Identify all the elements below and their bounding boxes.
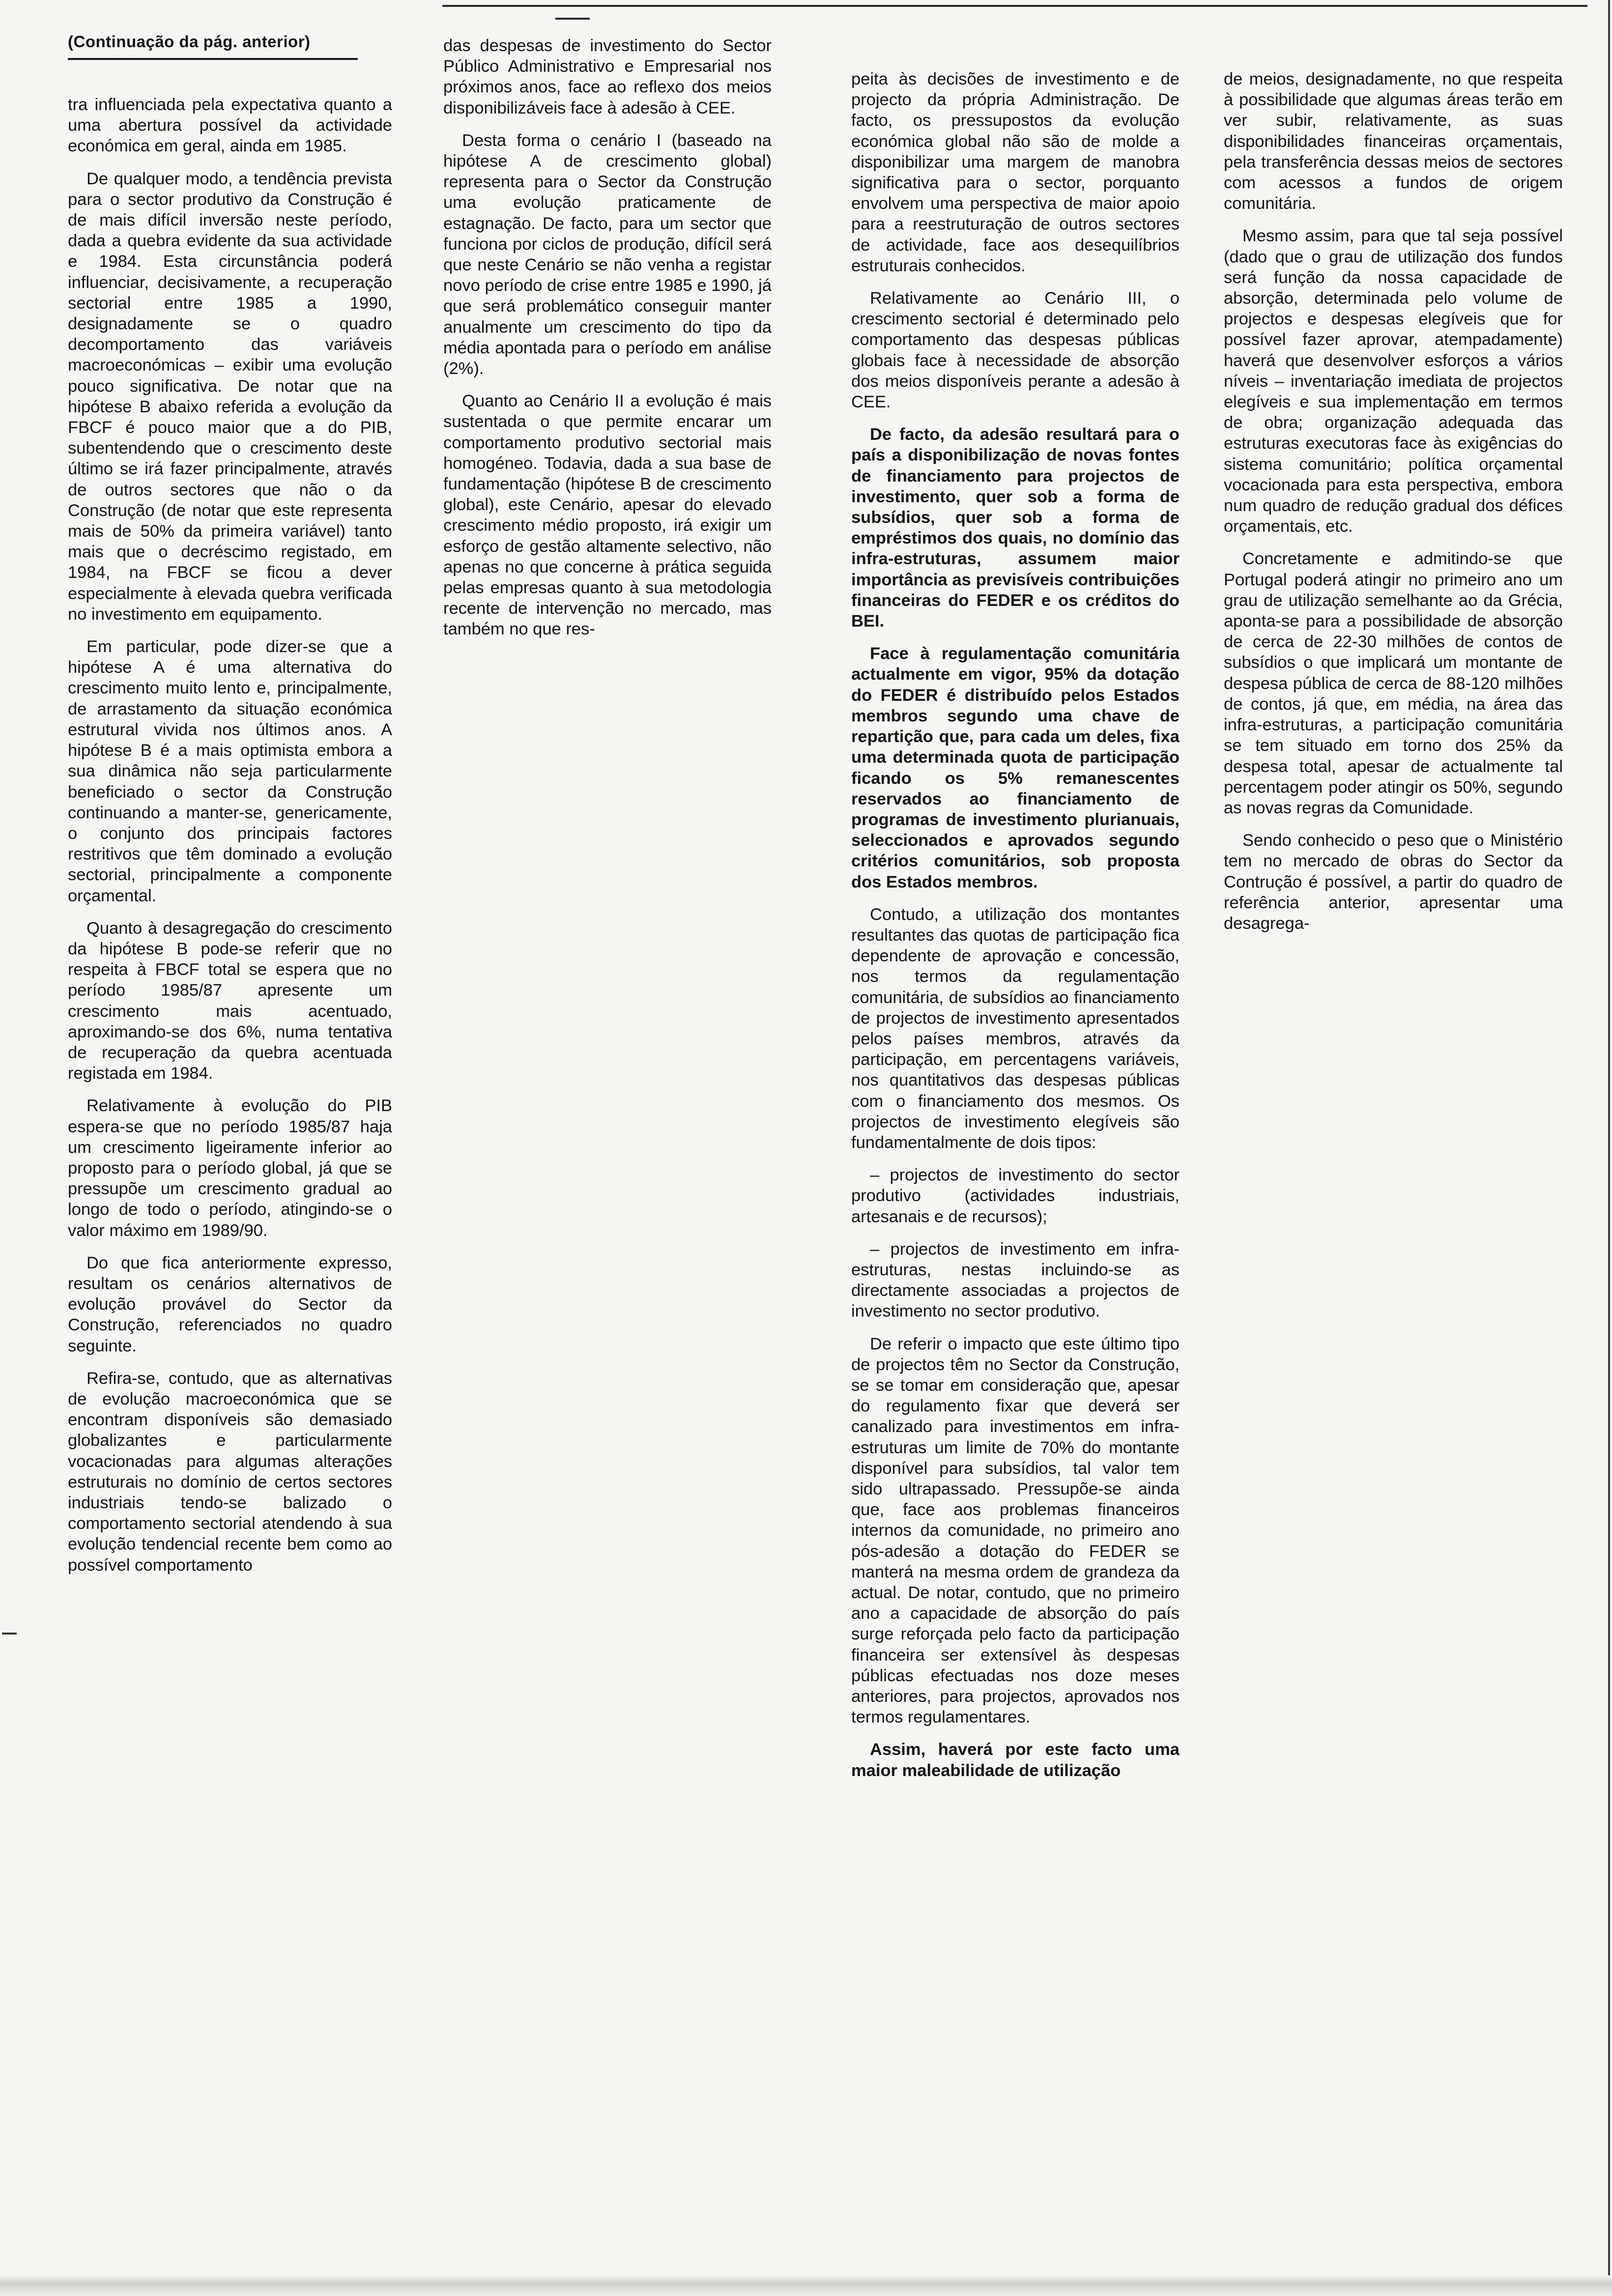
scan-bottom-edge (0, 2275, 1612, 2296)
top-tick-mark (555, 18, 590, 20)
paragraph: Concretamente e admitindo-se que Portugal poderá atingir no primeiro ano um grau de utilização semelhante ao da Grécia, aponta-se para a possibilidade de absorção de cerca de 22-30 milhões de contos de subsídios o que implicará um montante de despesa pública de cerca de 88-120 milhões de contos, já que, em média, na área das infra-estruturas, a participação comunitária se tem situado em torno dos 25% da despesa total, apesar de actualmente tal percentagem poder atingir os 50%, segundo as novas regras da Comunidade. (1224, 549, 1563, 817)
paragraph: tra influenciada pela expectativa quanto a uma abertura possível da actividade económica em geral, ainda em 1985. (68, 95, 392, 156)
paragraph: Sendo conhecido o peso que o Ministério tem no mercado de obras do Sector da Contrução é possível, a partir do quadro de referência anterior, apresentar uma desagrega- (1224, 831, 1563, 933)
paragraph: Mesmo assim, para que tal seja possível (dado que o grau de utilização dos fundos será função da nossa capacidade de absorção, determinada pelo volume de projectos e despesas elegíveis que for possível fazer aprovar, atempadamente) haverá que desenvolver esforços a vários níveis – inventariação imediata de projectos elegíveis e sua implementação em termos de obra; organização adequada das estruturas executoras face às exigências do sistema comunitário; política orçamental vocacionada para esta perspectiva, embora num quadro de redução gradual dos défices orçamentais, etc. (1224, 227, 1563, 536)
paragraph: Face à regulamentação comunitária actualmente em vigor, 95% da dotação do FEDER é distribuído pelos Estados membros segundo uma chave de repartição que, para cada um deles, fixa uma determinada quota de participação ficando os 5% remanescentes reservados ao financiamento de programas de investimento plurianuais, seleccionados e aprovados segundo critérios comunitários, sob proposta dos Estados membros. (851, 644, 1180, 891)
article-column-1 (68, 94, 392, 1587)
article-column-2 (443, 35, 772, 652)
paragraph: Assim, haverá por este facto uma maior maleabilidade de utilização (851, 1740, 1180, 1780)
left-margin-mark (2, 1633, 17, 1635)
article-column-4 (1224, 69, 1563, 946)
list-item: – projectos de investimento em infra-estruturas, nestas incluindo-se as directamente associadas a projectos de investimento no sector produtivo. (851, 1239, 1180, 1321)
article-column-3 (851, 69, 1180, 1793)
list-item: – projectos de investimento do sector produtivo (actividades industriais, artesanais e de recursos); (851, 1166, 1180, 1226)
paragraph: Refira-se, contudo, que as alternativas de evolução macroeconómica que se encontram disponíveis são demasiado globalizantes e particularmente vocacionadas para algumas alterações estruturais no domínio de certos sectores industriais tendo-se balizado o comportamento sectorial atendendo à sua evolução tendencial recente bem como ao possível comportamento (68, 1369, 392, 1575)
paragraph: Relativamente à evolução do PIB espera-se que no período 1985/87 haja um crescimento ligeiramente inferior ao proposto para o período global, já que se pressupõe um crescimento gradual ao longo de todo o período, atingindo-se o valor máximo em 1989/90. (68, 1096, 392, 1240)
paragraph: Em particular, pode dizer-se que a hipótese A é uma alternativa do crescimento muito lento e, principalmente, de arrastamento da situação económica estrutural vivida nos últimos anos. A hipótese B é a mais optimista embora a sua dinâmica não seja particularmente beneficiado o sector da Construção continuando a manter-se, genericamente, o conjunto dos principais factores restritivos que têm dominado a evolução sectorial, principalmente a componente orçamental. (68, 637, 392, 905)
paragraph: Quanto à desagregação do crescimento da hipótese B pode-se referir que no respeita à FBCF total se espera que no período 1985/87 apresente um crescimento mais acentuado, aproximando-se dos 6%, numa tentativa de recuperação da quebra acentuada registada em 1984. (68, 918, 392, 1083)
paragraph: Do que fica anteriormente expresso, resultam os cenários alternativos de evolução provável do Sector da Construção, referenciados no quadro seguinte. (68, 1253, 392, 1355)
heading-underline (68, 58, 358, 60)
paragraph: Relativamente ao Cenário III, o crescimento sectorial é determinado pelo comportamento das despesas públicas globais face à necessidade de absorção dos meios disponíveis perante a adesão à CEE. (851, 289, 1180, 412)
paragraph: das despesas de investimento do Sector Público Administrativo e Empresarial nos próximos anos, face ao reflexo dos meios disponibilizáveis face à adesão à CEE. (443, 36, 772, 117)
continuation-heading: (Continuação da pág. anterior) (68, 32, 311, 51)
paragraph: De facto, da adesão resultará para o país a disponibilização de novas fontes de financiamento para projectos de investimento, quer sob a forma de subsídios, quer sob a forma de empréstimos dos quais, no domínio das infra-estruturas, assumem maior importância as previsíveis contribuições financeiras do FEDER e os créditos do BEI. (851, 425, 1180, 631)
paragraph: Desta forma o cenário I (baseado na hipótese A de crescimento global) representa para o Sector da Construção uma evolução praticamente de estagnação. De facto, para um sector que funciona por ciclos de produção, difícil será que neste Cenário se não venha a registar novo período de crise entre 1985 e 1990, já que será problemático conseguir manter anualmente um crescimento do tipo da média apontada para o período em análise (2%). (443, 131, 772, 378)
right-edge-line (1608, 0, 1610, 2296)
paragraph: De qualquer modo, a tendência prevista para o sector produtivo da Construção é de mais difícil inversão neste período, dada a quebra evidente da sua actividade e 1984. Esta circunstância poderá influenciar, decisivamente, a recuperação sectorial entre 1985 a 1990, designadamente se o quadro decomportamento das variáveis macroeconómicas – exibir uma evolução pouco significativa. De notar que na hipótese B abaixo referida a evolução da FBCF é pouco maior que a do PIB, subentendendo que o crescimento deste último se irá fazer principalmente, através de outros sectores que não o da Construção (de notar que este representa mais de 50% da primeira variável) tanto mais que o decréscimo registado, em 1984, na FBCF se ficou a dever especialmente à elevada quebra verificada no investimento em equipamento. (68, 169, 392, 624)
paragraph: De referir o impacto que este último tipo de projectos têm no Sector da Construção, se se tomar em consideração que, apesar do regulamento fixar que deverá ser canalizado para investimentos em infra-estruturas um limite de 70% do montante disponível para subsídios, tal valor tem sido ultrapassado. Pressupõe-se ainda que, face aos problemas financeiros internos da comunidade, no primeiro ano pós-adesão a dotação do FEDER se manterá na mesma ordem de grandeza da actual. De notar, contudo, que no primeiro ano a capacidade de absorção do país surge reforçada pelo facto da participação financeira ser extensível às despesas públicas efectuadas nos doze meses anteriores, para projectos, aprovados nos termos regulamentares. (851, 1334, 1180, 1727)
paragraph: peita às decisões de investimento e de projecto da própria Administração. De facto, os pressupostos da evolução económica global não são de molde a disponibilizar uma margem de manobra significativa para o sector, porquanto envolvem uma perspectiva de maior apoio para a reestruturação de outros sectores de actividade, face aos desequilíbrios estruturais conhecidos. (851, 70, 1180, 275)
paragraph: Quanto ao Cenário II a evolução é mais sustentada o que permite encarar um comportamento produtivo sectorial mais homogéneo. Todavia, dada a sua base de fundamentação (hipótese B de crescimento global), este Cenário, apesar do elevado crescimento médio proposto, irá exigir um esforço de gestão altamente selectivo, não apenas no que concerne à prática seguida pelas empresas quanto à sua metodologia recente de intervenção no mercado, mas também no que res- (443, 392, 772, 639)
paragraph: Contudo, a utilização dos montantes resultantes das quotas de participação fica dependente de aprovação e concessão, nos termos da regulamentação comunitária, de subsídios ao financiamento de projectos de investimento apresentados pelos países membros, através da participação, em percentagens variáveis, nos quantitativos das despesas públicas com o financiamento dos mesmos. Os projectos de investimento elegíveis são fundamentalmente de dois tipos: (851, 905, 1180, 1152)
paragraph: de meios, designadamente, no que respeita à possibilidade que algumas áreas terão em ver subir, relativamente, as suas disponibilidades financeiras orçamentais, pela transferência dessas meios de sectores com acessos a fundos de origem comunitária. (1224, 70, 1563, 213)
top-rule (442, 5, 1587, 7)
